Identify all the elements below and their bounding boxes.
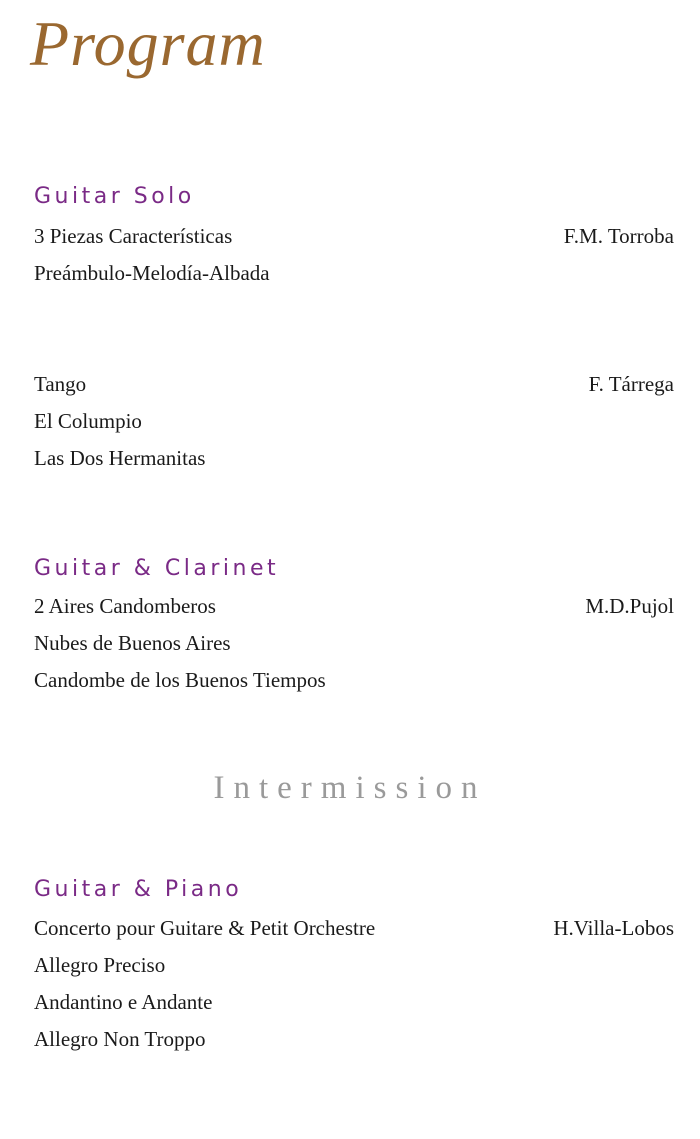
work-line: Las Dos Hermanitas — [34, 446, 206, 470]
work-title: Tango — [34, 372, 87, 396]
work-title: 3 Piezas Características — [34, 224, 233, 248]
work-movement: Allegro Non Troppo — [34, 1027, 206, 1051]
composer-name: F.M. Torroba — [563, 224, 674, 248]
work-line: Nubes de Buenos Aires — [34, 631, 231, 655]
work-line: Candombe de los Buenos Tiempos — [34, 668, 326, 692]
composer-name: M.D.Pujol — [585, 594, 674, 618]
work-title: 2 Aires Candomberos — [34, 594, 216, 618]
page-title: Program — [30, 8, 266, 79]
work-movement: Allegro Preciso — [34, 953, 166, 977]
work-movements: Preámbulo-Melodía-Albada — [34, 261, 270, 285]
composer-name: H.Villa-Lobos — [553, 916, 674, 940]
work-line: El Columpio — [34, 409, 142, 433]
work-title: Concerto pour Guitare & Petit Orchestre — [34, 916, 376, 940]
section-heading-guitar-clarinet: Guitar & Clarinet — [34, 556, 280, 581]
section-heading-guitar-solo: Guitar Solo — [34, 184, 195, 209]
section-heading-guitar-piano: Guitar & Piano — [34, 877, 243, 902]
work-movement: Andantino e Andante — [34, 990, 213, 1014]
composer-name: F. Tárrega — [588, 372, 674, 396]
intermission-label: Intermission — [213, 770, 487, 806]
